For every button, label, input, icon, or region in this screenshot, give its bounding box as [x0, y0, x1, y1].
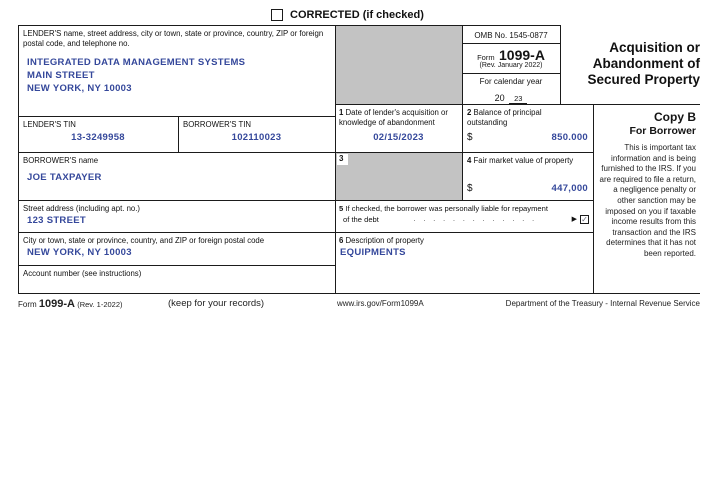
- box3-number: 3: [337, 154, 348, 165]
- borrower-street-value: 123 STREET: [27, 215, 86, 226]
- box4-number: 4: [467, 156, 472, 165]
- divider: [593, 104, 594, 293]
- shaded-block-box3: [336, 153, 462, 200]
- lender-address: [27, 56, 245, 95]
- divider: [560, 25, 561, 104]
- box1-label: Date of lender's acquisition or knowledge of abandonment: [339, 108, 448, 127]
- calendar-year-label: For calendar year: [479, 77, 543, 86]
- box5-label-line2: of the debt: [343, 215, 379, 224]
- divider: [18, 293, 700, 294]
- box6-value: EQUIPMENTS: [340, 247, 406, 258]
- lender-label: LENDER'S name, street address, city or town, state or province, country, ZIP or foreign postal code, and telephone no.: [23, 29, 324, 48]
- divider: [462, 43, 561, 44]
- box6-number: 6: [339, 236, 344, 245]
- divider: [18, 116, 336, 117]
- borrower-tin-value: 102110023: [231, 132, 282, 143]
- box5-checkbox: ✓: [581, 215, 588, 225]
- account-number-label: Account number (see instructions): [23, 269, 142, 278]
- form-prefix: Form: [477, 53, 495, 62]
- shaded-block-top: [336, 26, 462, 104]
- corrected-label: CORRECTED (if checked): [290, 9, 424, 21]
- lender-tin-label: LENDER'S TIN: [23, 120, 76, 129]
- box4-label: Fair market value of property: [473, 156, 574, 165]
- box6-label: Description of property: [345, 236, 424, 245]
- copy-b-label: Copy B: [654, 110, 696, 124]
- form-title: Acquisition or Abandonment of Secured Property: [587, 40, 700, 87]
- lender-street: MAIN STREET: [27, 70, 95, 81]
- lender-name: INTEGRATED DATA MANAGEMENT SYSTEMS: [27, 57, 246, 68]
- year-value: 23: [509, 94, 527, 104]
- divider: [18, 265, 336, 266]
- lender-city: NEW YORK, NY 10003: [27, 83, 132, 94]
- borrower-city-value: NEW YORK, NY 10003: [27, 247, 132, 258]
- borrower-notice: This is important tax information and is being furnished to the IRS. If you are required to file a return, a negligence penalty or other sanction may be imposed on you if taxable income results from this transaction and the IRS determines that it has not been reported.: [599, 143, 696, 258]
- borrower-city-label: City or town, state or province, country, and ZIP or foreign postal code: [23, 236, 265, 245]
- box2-value: 850.000: [551, 132, 588, 143]
- box1-number: 1: [339, 108, 344, 117]
- footer-form-id: Form 1099-A (Rev. 1-2022): [18, 298, 123, 310]
- keep-for-records: (keep for your records): [168, 298, 265, 309]
- year-prefix: 20: [494, 93, 505, 103]
- dotted-leader: . . . . . . . . . . . . .: [413, 216, 538, 223]
- copy-b-column: [596, 110, 696, 260]
- divider: [18, 25, 561, 26]
- divider: [18, 232, 594, 233]
- borrower-tin-label: BORROWER'S TIN: [183, 120, 252, 129]
- form-number: 1099-A: [499, 47, 545, 63]
- box2-number: 2: [467, 108, 472, 117]
- lender-tin-value: 13-3249958: [71, 132, 125, 143]
- box4-value: 447,000: [551, 183, 588, 194]
- divider: [18, 152, 594, 153]
- box4-dollar-sign: $: [467, 183, 473, 194]
- divider: [18, 200, 594, 201]
- borrower-name-label: BORROWER'S name: [23, 156, 99, 165]
- form-revision: (Rev. January 2022): [479, 62, 543, 69]
- corrected-checkbox: [271, 9, 283, 21]
- box5-number: 5: [339, 204, 344, 213]
- box2-label: Balance of principal outstanding: [467, 108, 542, 127]
- box5-label-line1: If checked, the borrower was personally liable for repayment: [345, 204, 548, 213]
- box1-value: 02/15/2023: [373, 132, 424, 143]
- omb-number: OMB No. 1545-0877: [474, 31, 548, 40]
- borrower-street-label: Street address (including apt. no.): [23, 204, 141, 213]
- treasury-label: Department of the Treasury - Internal Revenue Service: [505, 299, 700, 308]
- pointer-arrow-icon: ▶: [571, 216, 577, 223]
- divider: [18, 25, 19, 293]
- irs-url: www.irs.gov/Form1099A: [337, 299, 424, 308]
- box2-dollar-sign: $: [467, 132, 473, 143]
- borrower-name-value: JOE TAXPAYER: [27, 172, 102, 183]
- divider: [462, 73, 561, 74]
- for-borrower-label: For Borrower: [629, 125, 696, 137]
